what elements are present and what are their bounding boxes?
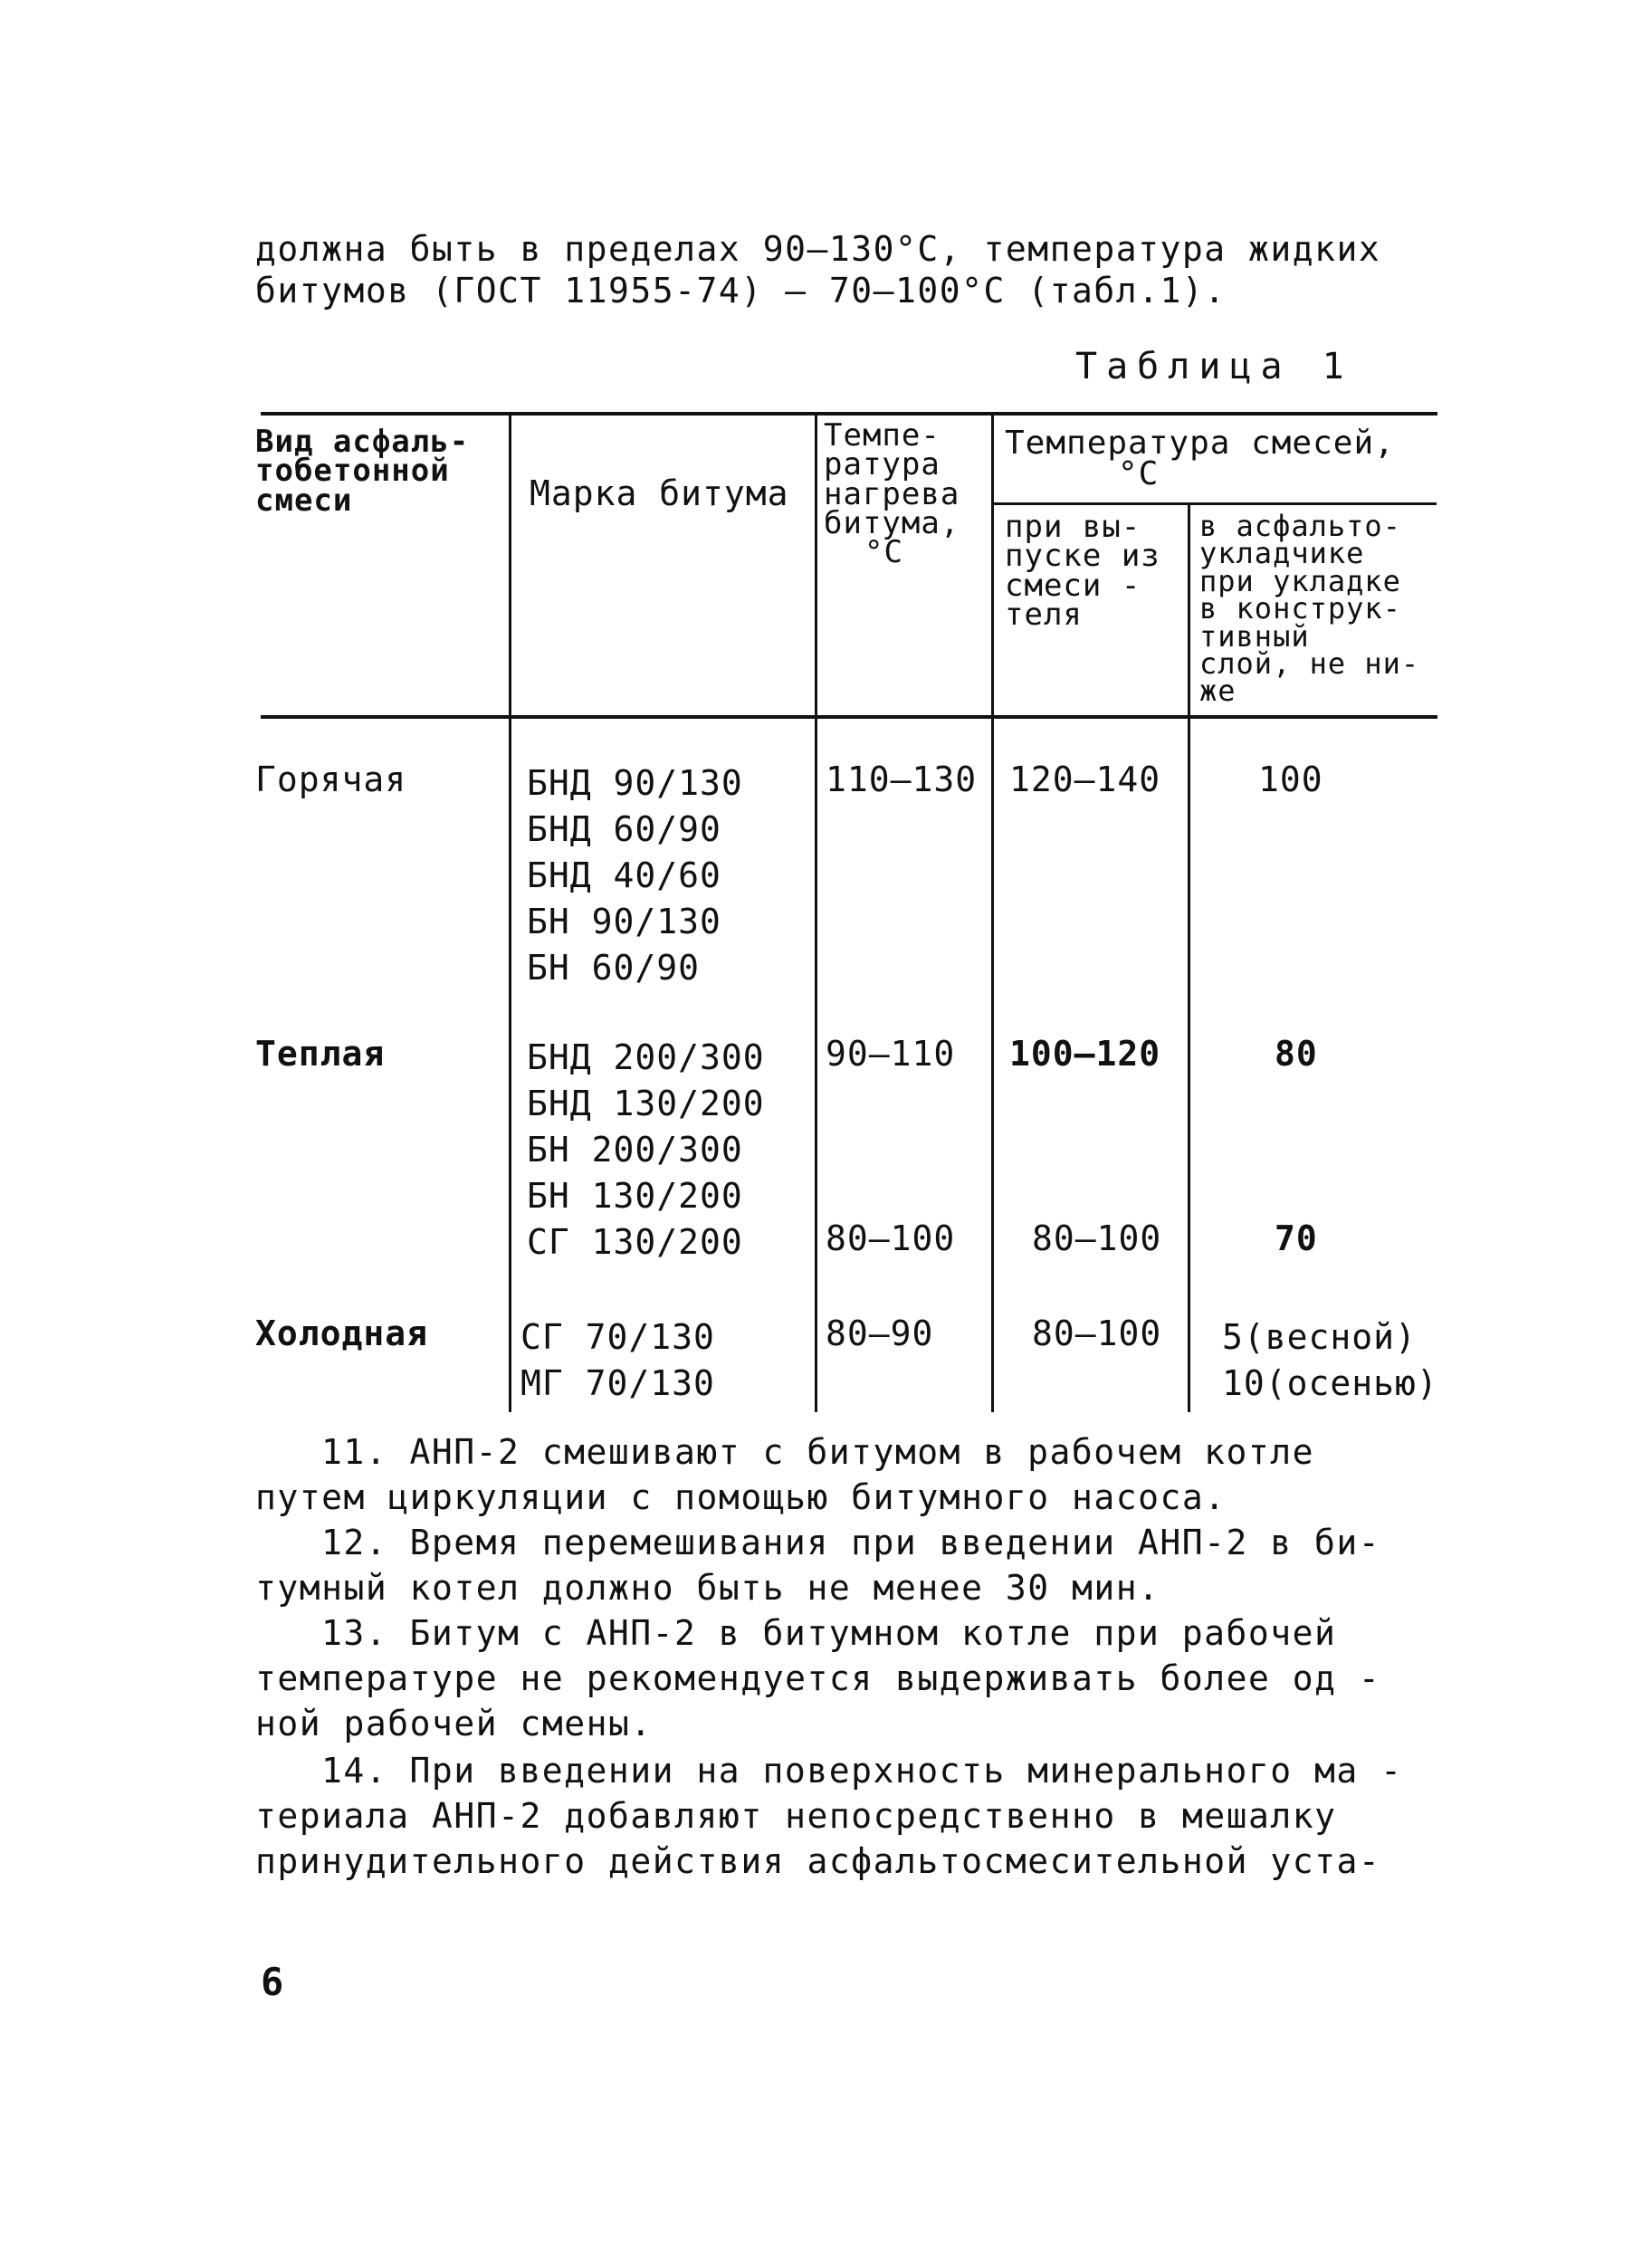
laying-temp-sg: 70 [1275, 1218, 1318, 1258]
header-bitumen-grade: Марка битума [530, 473, 789, 513]
header-mix-type: Вид асфаль- тобетонной смеси [255, 424, 470, 519]
release-temp-hot: 120–140 [1009, 759, 1161, 799]
para-12-line-2: тумный котел должно быть не менее 30 мин. [255, 1568, 1160, 1608]
header-laying-temp: в асфальто- укладчике при укладке в конструк- тивный слой, не ни- же [1199, 509, 1420, 709]
para-13-line-2: температуре не рекомендуется выдерживать более од - [255, 1658, 1381, 1698]
intro-line-2: битумов (ГОСТ 11955-74) – 70–100°С (табл.1). [255, 271, 1227, 310]
heat-temp-sg: 80–100 [826, 1218, 956, 1258]
table-header-bottom-rule [261, 715, 1437, 719]
table-col-divider-4 [1188, 502, 1190, 1412]
grade-list-hot: БНД 90/130 БНД 60/90 БНД 40/60 БН 90/130 БН 60/90 [527, 763, 743, 988]
table-subheader-rule [993, 502, 1437, 505]
table-col-divider-3 [991, 412, 994, 1412]
header-release-temp: при вы- пуске из смеси - теля [1005, 509, 1160, 633]
laying-temp-cold: 5(весной) 10(осенью) [1222, 1317, 1438, 1403]
grade-list-cold: СГ 70/130 МГ 70/130 [520, 1317, 715, 1403]
table-col-divider-2 [815, 412, 817, 1412]
release-temp-cold: 80–100 [1032, 1314, 1162, 1353]
mix-type-hot: Горячая [255, 759, 407, 799]
mix-type-cold: Холодная [255, 1314, 429, 1353]
para-14-line-3: принудительного действия асфальтосмесительной уста- [255, 1841, 1381, 1881]
table-top-rule [261, 412, 1437, 416]
header-heating-temp: Темпе- ратура нагрева битума, °С [824, 417, 960, 571]
heat-temp-warm: 90–110 [826, 1034, 956, 1074]
table-title: Таблица 1 [1075, 346, 1353, 387]
release-temp-sg: 80–100 [1032, 1218, 1162, 1258]
para-14-line-1: 14. При введении на поверхность минерального ма - [321, 1751, 1403, 1791]
laying-temp-warm: 80 [1275, 1034, 1318, 1074]
para-13-line-1: 13. Битум с АНП-2 в битумном котле при рабочей [321, 1613, 1337, 1653]
para-11-line-2: путем циркуляции с помощью битумного насоса. [255, 1477, 1227, 1517]
header-mix-temperature: Температура смесей, °С [1005, 425, 1395, 493]
release-temp-warm: 100–120 [1009, 1034, 1161, 1074]
para-13-line-3: ной рабочей смены. [255, 1704, 653, 1743]
para-12-line-1: 12. Время перемешивания при введении АНП-2 в би- [321, 1523, 1381, 1562]
page-number: 6 [261, 1960, 284, 2004]
laying-temp-hot: 100 [1258, 759, 1323, 799]
para-14-line-2: териала АНП-2 добавляют непосредственно в мешалку [255, 1796, 1337, 1836]
heat-temp-hot: 110–130 [826, 759, 978, 799]
grade-list-warm: БНД 200/300 БНД 130/200 БН 200/300 БН 130/200 СГ 130/200 [527, 1037, 765, 1262]
para-11-line-1: 11. АНП-2 смешивают с битумом в рабочем котле [321, 1432, 1315, 1472]
heat-temp-cold: 80–90 [826, 1314, 934, 1353]
intro-line-1: должна быть в пределах 90–130°С, температура жидких [255, 229, 1381, 269]
table-col-divider-1 [509, 412, 511, 1412]
mix-type-warm: Теплая [255, 1034, 386, 1074]
